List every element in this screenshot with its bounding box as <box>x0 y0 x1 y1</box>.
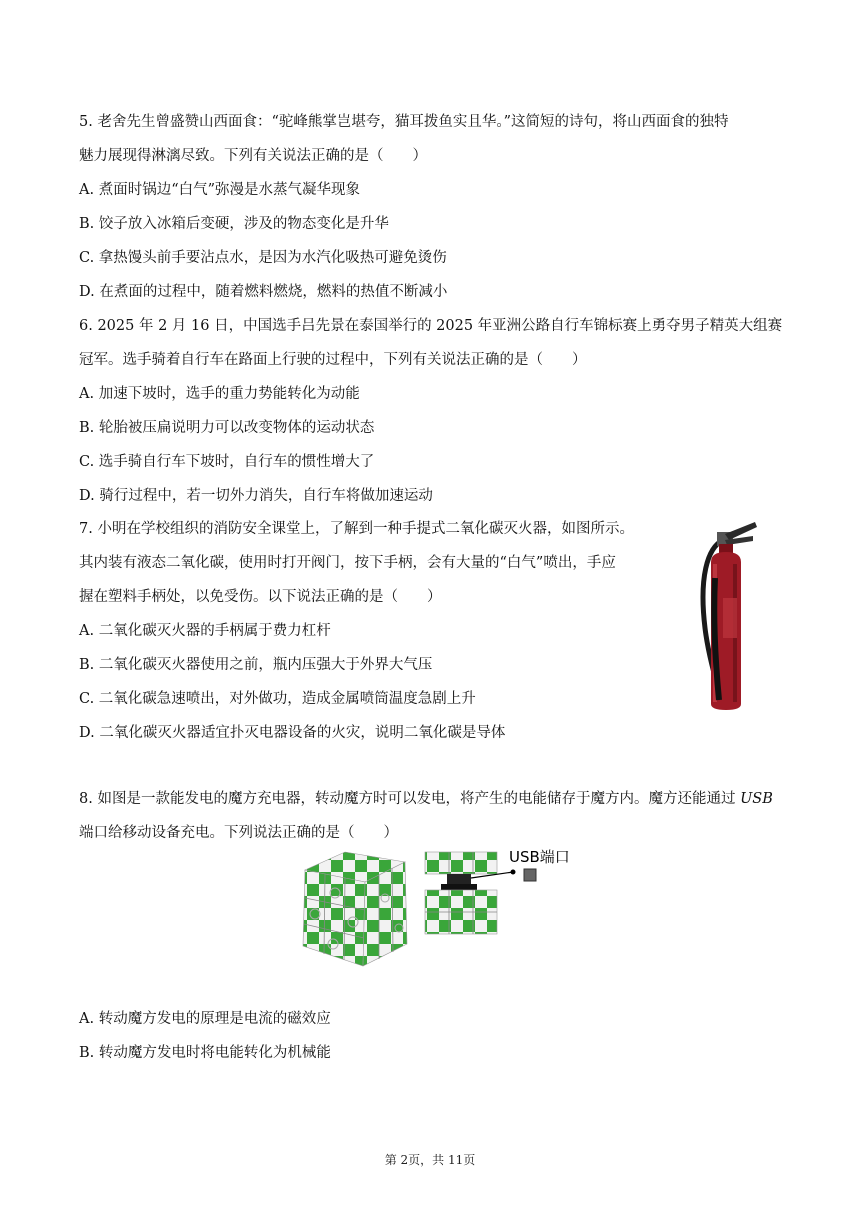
q6-stem-line1: 6. 2025 年 2 月 16 日，中国选手吕先景在泰国举行的 2025 年亚洲公路自行车锦标赛上勇夺男子精英大组赛 <box>79 318 783 334</box>
q8-usb-text: USB <box>740 791 773 807</box>
q7-option-d: D. 二氧化碳灭火器适宜扑灭电器设备的火灾，说明二氧化碳是导体 <box>79 725 506 741</box>
q5-option-d: D. 在煮面的过程中，随着燃料燃烧，燃料的热值不断减小 <box>79 284 448 300</box>
q6-option-d: D. 骑行过程中，若一切外力消失，自行车将做加速运动 <box>79 488 433 504</box>
q7-option-c: C. 二氧化碳急速喷出，对外做功，造成金属喷筒温度急剧上升 <box>79 691 476 707</box>
q8-stem-text: 8. 如图是一款能发电的魔方充电器，转动魔方时可以发电，将产生的电能储存于魔方内。魔方还能通过 <box>79 791 741 807</box>
page-number-footer: 第 2页，共 11页 <box>384 1153 476 1167</box>
q5-option-b: B. 饺子放入冰箱后变硬，涉及的物态变化是升华 <box>79 216 389 232</box>
q6-stem-line2: 冠军。选手骑着自行车在路面上行驶的过程中，下列有关说法正确的是（ ） <box>79 352 587 368</box>
q5-option-a: A. 煮面时锅边“白气”弥漫是水蒸气凝华现象 <box>79 182 361 198</box>
q5-option-c: C. 拿热馒头前手要沾点水，是因为水汽化吸热可避免烫伤 <box>79 250 447 266</box>
q7-option-a: A. 二氧化碳灭火器的手柄属于费力杠杆 <box>79 623 331 639</box>
q8-stem-line2: 端口给移动设备充电。下列说法正确的是（ ） <box>79 825 398 841</box>
q8-stem-line1 <box>79 789 773 809</box>
q7-stem-line3: 握在塑料手柄处，以免受伤。以下说法正确的是（ ） <box>79 589 442 605</box>
q7-stem-line2: 其内装有液态二氧化碳，使用时打开阀门，按下手柄，会有大量的“白气”喷出，手应 <box>79 555 616 571</box>
q8-option-a: A. 转动魔方发电的原理是电流的磁效应 <box>79 1011 331 1027</box>
q5-stem-line2: 魅力展现得淋漓尽致。下列有关说法正确的是（ ） <box>79 148 427 164</box>
usb-port-label: USB端口 <box>509 848 570 866</box>
q7-stem-line1: 7. 小明在学校组织的消防安全课堂上，了解到一种手提式二氧化碳灭火器，如图所示。 <box>79 521 634 537</box>
q6-option-b: B. 轮胎被压扁说明力可以改变物体的运动状态 <box>79 420 375 436</box>
q6-option-a: A. 加速下坡时，选手的重力势能转化为动能 <box>79 386 360 402</box>
q6-option-c: C. 选手骑自行车下坡时，自行车的惯性增大了 <box>79 454 375 470</box>
q8-option-b: B. 转动魔方发电时将电能转化为机械能 <box>79 1045 331 1061</box>
q5-stem-line1: 5. 老舍先生曾盛赞山西面食：“驼峰熊掌岂堪夸，猫耳拨鱼实且华。”这简短的诗句，将山西面食的独特 <box>79 114 729 130</box>
fire-extinguisher-figure <box>685 518 765 713</box>
q7-option-b: B. 二氧化碳灭火器使用之前，瓶内压强大于外界大气压 <box>79 657 433 673</box>
